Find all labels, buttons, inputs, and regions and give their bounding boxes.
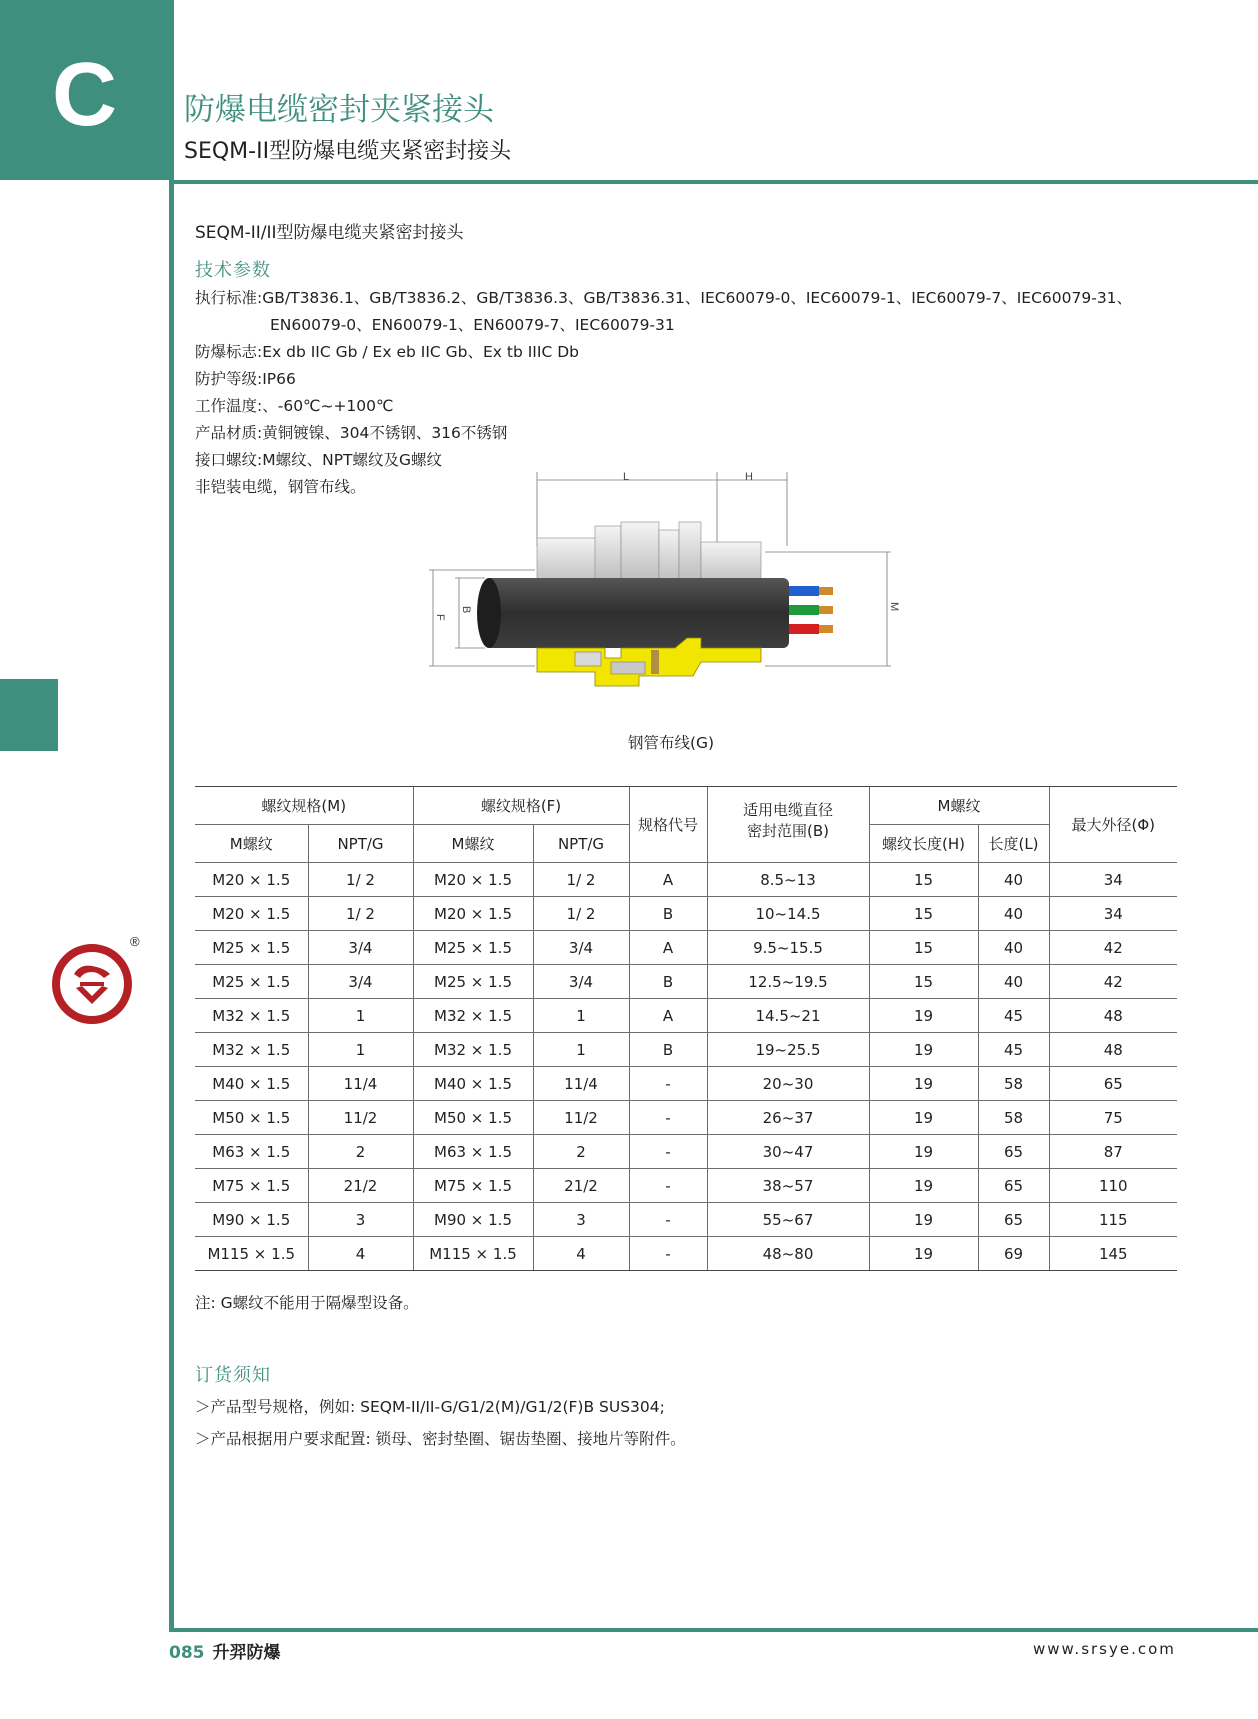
cell-max-dia: 110 xyxy=(1049,1169,1177,1203)
cell-range: 12.5~19.5 xyxy=(707,965,869,999)
param-value: 黄铜镀镍、304不锈钢、316不锈钢 xyxy=(262,424,508,442)
cell-m-thread: M25 × 1.5 xyxy=(195,965,308,999)
cell-npt: 1 xyxy=(308,1033,413,1067)
cell-f-npt: 11/2 xyxy=(533,1101,629,1135)
cell-code: - xyxy=(629,1135,707,1169)
cell-f-m-thread: M25 × 1.5 xyxy=(413,965,533,999)
dim-label-h: H xyxy=(745,471,753,483)
param-temp xyxy=(195,394,393,416)
cell-f-npt: 3/4 xyxy=(533,931,629,965)
left-vertical-rule xyxy=(169,0,174,1632)
cell-f-npt: 1 xyxy=(533,1033,629,1067)
spec-table xyxy=(195,786,1177,1271)
param-value: IP66 xyxy=(262,370,296,388)
param-standards xyxy=(195,286,1132,308)
side-tab xyxy=(0,679,58,751)
cell-range: 30~47 xyxy=(707,1135,869,1169)
table-row xyxy=(195,1169,1177,1203)
footer-brand: 升羿防爆 xyxy=(212,1643,281,1663)
cell-f-npt: 2 xyxy=(533,1135,629,1169)
table-row xyxy=(195,931,1177,965)
subheader-npt: NPT/G xyxy=(308,825,413,863)
subheader-f-m: M螺纹 xyxy=(413,825,533,863)
cell-m-thread: M32 × 1.5 xyxy=(195,999,308,1033)
param-label: 产品材质: xyxy=(195,424,263,442)
param-exmark xyxy=(195,340,579,362)
cell-m-thread: M63 × 1.5 xyxy=(195,1135,308,1169)
cell-len-l: 40 xyxy=(978,965,1049,999)
cell-len-h: 15 xyxy=(869,931,978,965)
cell-code: A xyxy=(629,931,707,965)
cell-f-m-thread: M20 × 1.5 xyxy=(413,863,533,897)
cell-len-l: 40 xyxy=(978,863,1049,897)
dim-label-b: B xyxy=(460,606,472,614)
cell-npt: 1 xyxy=(308,999,413,1033)
order-item: ＞产品根据用户要求配置: 锁母、密封垫圈、锯齿垫圈、接地片等附件。 xyxy=(195,1430,686,1448)
subheader-len-h: 螺纹长度(H) xyxy=(869,825,978,863)
order-heading: 订货须知 xyxy=(195,1365,271,1386)
cell-npt: 1/ 2 xyxy=(308,863,413,897)
cell-range: 20~30 xyxy=(707,1067,869,1101)
cell-f-npt: 11/4 xyxy=(533,1067,629,1101)
param-label: 接口螺纹: xyxy=(195,451,263,469)
cell-code: B xyxy=(629,965,707,999)
cell-code: - xyxy=(629,1169,707,1203)
cell-npt: 11/2 xyxy=(308,1101,413,1135)
cell-len-h: 19 xyxy=(869,1101,978,1135)
cell-range: 19~25.5 xyxy=(707,1033,869,1067)
header-m-thread: M螺纹 xyxy=(869,787,1049,825)
param-material xyxy=(195,421,507,443)
cell-m-thread: M20 × 1.5 xyxy=(195,897,308,931)
cell-f-m-thread: M50 × 1.5 xyxy=(413,1101,533,1135)
header-thread-m: 螺纹规格(M) xyxy=(195,787,413,825)
cell-f-m-thread: M32 × 1.5 xyxy=(413,1033,533,1067)
cell-code: B xyxy=(629,897,707,931)
cell-max-dia: 75 xyxy=(1049,1101,1177,1135)
cell-len-l: 40 xyxy=(978,931,1049,965)
page-subtitle: SEQM-II型防爆电缆夹紧密封接头 xyxy=(184,139,512,164)
cell-code: - xyxy=(629,1067,707,1101)
cell-f-npt: 1 xyxy=(533,999,629,1033)
registered-mark: ® xyxy=(130,934,140,949)
cell-max-dia: 48 xyxy=(1049,1033,1177,1067)
cell-code: - xyxy=(629,1203,707,1237)
cell-len-h: 15 xyxy=(869,965,978,999)
cell-code: - xyxy=(629,1101,707,1135)
cell-f-m-thread: M32 × 1.5 xyxy=(413,999,533,1033)
page-number: 085 xyxy=(169,1643,205,1663)
table-row xyxy=(195,1135,1177,1169)
cell-len-l: 65 xyxy=(978,1135,1049,1169)
param-value: 、-60℃~+100℃ xyxy=(262,397,394,415)
cell-m-thread: M115 × 1.5 xyxy=(195,1237,308,1271)
cell-max-dia: 115 xyxy=(1049,1203,1177,1237)
param-label: 工作温度: xyxy=(195,397,263,415)
table-row xyxy=(195,1033,1177,1067)
header-range xyxy=(707,787,869,863)
cell-code: B xyxy=(629,1033,707,1067)
cell-f-npt: 3 xyxy=(533,1203,629,1237)
cell-npt: 3/4 xyxy=(308,965,413,999)
table-row xyxy=(195,965,1177,999)
table-row xyxy=(195,897,1177,931)
header-thread-f: 螺纹规格(F) xyxy=(413,787,629,825)
cell-code: - xyxy=(629,1237,707,1271)
page-title: 防爆电缆密封夹紧接头 xyxy=(184,92,494,128)
cell-f-m-thread: M40 × 1.5 xyxy=(413,1067,533,1101)
table-row xyxy=(195,999,1177,1033)
table-header-row xyxy=(195,787,1177,825)
param-label: 执行标准: xyxy=(195,289,263,307)
cell-code: A xyxy=(629,999,707,1033)
cell-len-h: 19 xyxy=(869,1135,978,1169)
footer-website: www.srsye.com xyxy=(1033,1640,1176,1658)
product-heading: SEQM-II/II型防爆电缆夹紧密封接头 xyxy=(195,223,464,243)
cell-max-dia: 42 xyxy=(1049,931,1177,965)
cell-range: 55~67 xyxy=(707,1203,869,1237)
cell-max-dia: 42 xyxy=(1049,965,1177,999)
cell-npt: 21/2 xyxy=(308,1169,413,1203)
cell-range: 10~14.5 xyxy=(707,897,869,931)
cell-max-dia: 87 xyxy=(1049,1135,1177,1169)
param-value: Ex db IIC Gb / Ex eb IIC Gb、Ex tb IIIC Db xyxy=(262,343,579,361)
cell-len-l: 45 xyxy=(978,1033,1049,1067)
dim-label-f: F xyxy=(434,614,446,621)
cell-code: A xyxy=(629,863,707,897)
header-max-dia: 最大外径(Φ) xyxy=(1049,787,1177,863)
table-row xyxy=(195,1067,1177,1101)
param-label: 防爆标志: xyxy=(195,343,263,361)
cell-len-l: 40 xyxy=(978,897,1049,931)
cable-gland-diagram xyxy=(425,466,905,698)
cell-f-m-thread: M20 × 1.5 xyxy=(413,897,533,931)
cell-len-l: 45 xyxy=(978,999,1049,1033)
cell-range: 48~80 xyxy=(707,1237,869,1271)
footer-left xyxy=(169,1638,281,1663)
cell-max-dia: 48 xyxy=(1049,999,1177,1033)
subheader-f-npt: NPT/G xyxy=(533,825,629,863)
cell-len-h: 19 xyxy=(869,1067,978,1101)
cell-m-thread: M20 × 1.5 xyxy=(195,863,308,897)
subheader-len-l: 长度(L) xyxy=(978,825,1049,863)
cell-npt: 11/4 xyxy=(308,1067,413,1101)
cell-range: 26~37 xyxy=(707,1101,869,1135)
table-row xyxy=(195,863,1177,897)
cell-range: 9.5~15.5 xyxy=(707,931,869,965)
cell-npt: 3 xyxy=(308,1203,413,1237)
param-thread xyxy=(195,448,442,470)
cell-m-thread: M50 × 1.5 xyxy=(195,1101,308,1135)
cell-f-m-thread: M75 × 1.5 xyxy=(413,1169,533,1203)
dim-label-l: L xyxy=(623,471,630,483)
cell-f-m-thread: M25 × 1.5 xyxy=(413,931,533,965)
cell-len-l: 65 xyxy=(978,1203,1049,1237)
cell-max-dia: 65 xyxy=(1049,1067,1177,1101)
param-standards-cont: EN60079-0、EN60079-1、EN60079-7、IEC60079-31 xyxy=(270,316,675,334)
header-rule xyxy=(169,180,1258,184)
param-value: GB/T3836.1、GB/T3836.2、GB/T3836.3、GB/T3836.31、IEC60079-0、IEC60079-1、IEC60079-7、IEC60079-31、 xyxy=(262,289,1133,307)
tech-params-heading: 技术参数 xyxy=(195,260,271,281)
param-value: M螺纹、NPT螺纹及G螺纹 xyxy=(262,451,443,469)
section-letter: C xyxy=(52,45,117,145)
header-range-line1: 适用电缆直径 xyxy=(742,800,833,819)
cell-npt: 3/4 xyxy=(308,931,413,965)
cell-range: 38~57 xyxy=(707,1169,869,1203)
cell-len-l: 58 xyxy=(978,1101,1049,1135)
footer-rule xyxy=(169,1628,1258,1632)
spec-table-body xyxy=(195,863,1177,1271)
cell-len-l: 58 xyxy=(978,1067,1049,1101)
cell-f-m-thread: M90 × 1.5 xyxy=(413,1203,533,1237)
header-code: 规格代号 xyxy=(629,787,707,863)
diagram-caption: 钢管布线(G) xyxy=(628,734,715,752)
cell-npt: 2 xyxy=(308,1135,413,1169)
param-usage: 非铠装电缆，钢管布线。 xyxy=(195,478,366,496)
cell-f-npt: 3/4 xyxy=(533,965,629,999)
cell-max-dia: 34 xyxy=(1049,863,1177,897)
cell-f-npt: 1/ 2 xyxy=(533,863,629,897)
param-label: 防护等级: xyxy=(195,370,263,388)
cell-len-h: 19 xyxy=(869,1203,978,1237)
cell-f-m-thread: M63 × 1.5 xyxy=(413,1135,533,1169)
cell-len-h: 15 xyxy=(869,863,978,897)
cell-m-thread: M32 × 1.5 xyxy=(195,1033,308,1067)
cell-f-m-thread: M115 × 1.5 xyxy=(413,1237,533,1271)
table-row xyxy=(195,1237,1177,1271)
cell-len-h: 19 xyxy=(869,999,978,1033)
cell-range: 8.5~13 xyxy=(707,863,869,897)
cell-len-h: 19 xyxy=(869,1237,978,1271)
subheader-m: M螺纹 xyxy=(195,825,308,863)
table-note: 注: G螺纹不能用于隔爆型设备。 xyxy=(195,1294,419,1312)
param-ip xyxy=(195,367,296,389)
cell-len-h: 19 xyxy=(869,1033,978,1067)
cell-npt: 1/ 2 xyxy=(308,897,413,931)
header-range-line2: 密封范围(B) xyxy=(747,821,829,840)
cell-m-thread: M25 × 1.5 xyxy=(195,931,308,965)
cell-f-npt: 21/2 xyxy=(533,1169,629,1203)
cell-max-dia: 145 xyxy=(1049,1237,1177,1271)
cell-len-h: 15 xyxy=(869,897,978,931)
order-item: ＞产品型号规格，例如: SEQM-II/II-G/G1/2(M)/G1/2(F)B SUS304; xyxy=(195,1398,665,1416)
brand-logo-icon xyxy=(50,930,146,1026)
cell-len-l: 65 xyxy=(978,1169,1049,1203)
table-row xyxy=(195,1101,1177,1135)
cell-f-npt: 1/ 2 xyxy=(533,897,629,931)
cell-m-thread: M75 × 1.5 xyxy=(195,1169,308,1203)
cell-len-l: 69 xyxy=(978,1237,1049,1271)
table-row xyxy=(195,1203,1177,1237)
dim-label-m: M xyxy=(888,602,900,612)
cell-f-npt: 4 xyxy=(533,1237,629,1271)
cell-range: 14.5~21 xyxy=(707,999,869,1033)
cell-m-thread: M90 × 1.5 xyxy=(195,1203,308,1237)
cell-m-thread: M40 × 1.5 xyxy=(195,1067,308,1101)
cell-max-dia: 34 xyxy=(1049,897,1177,931)
cell-npt: 4 xyxy=(308,1237,413,1271)
cell-len-h: 19 xyxy=(869,1169,978,1203)
